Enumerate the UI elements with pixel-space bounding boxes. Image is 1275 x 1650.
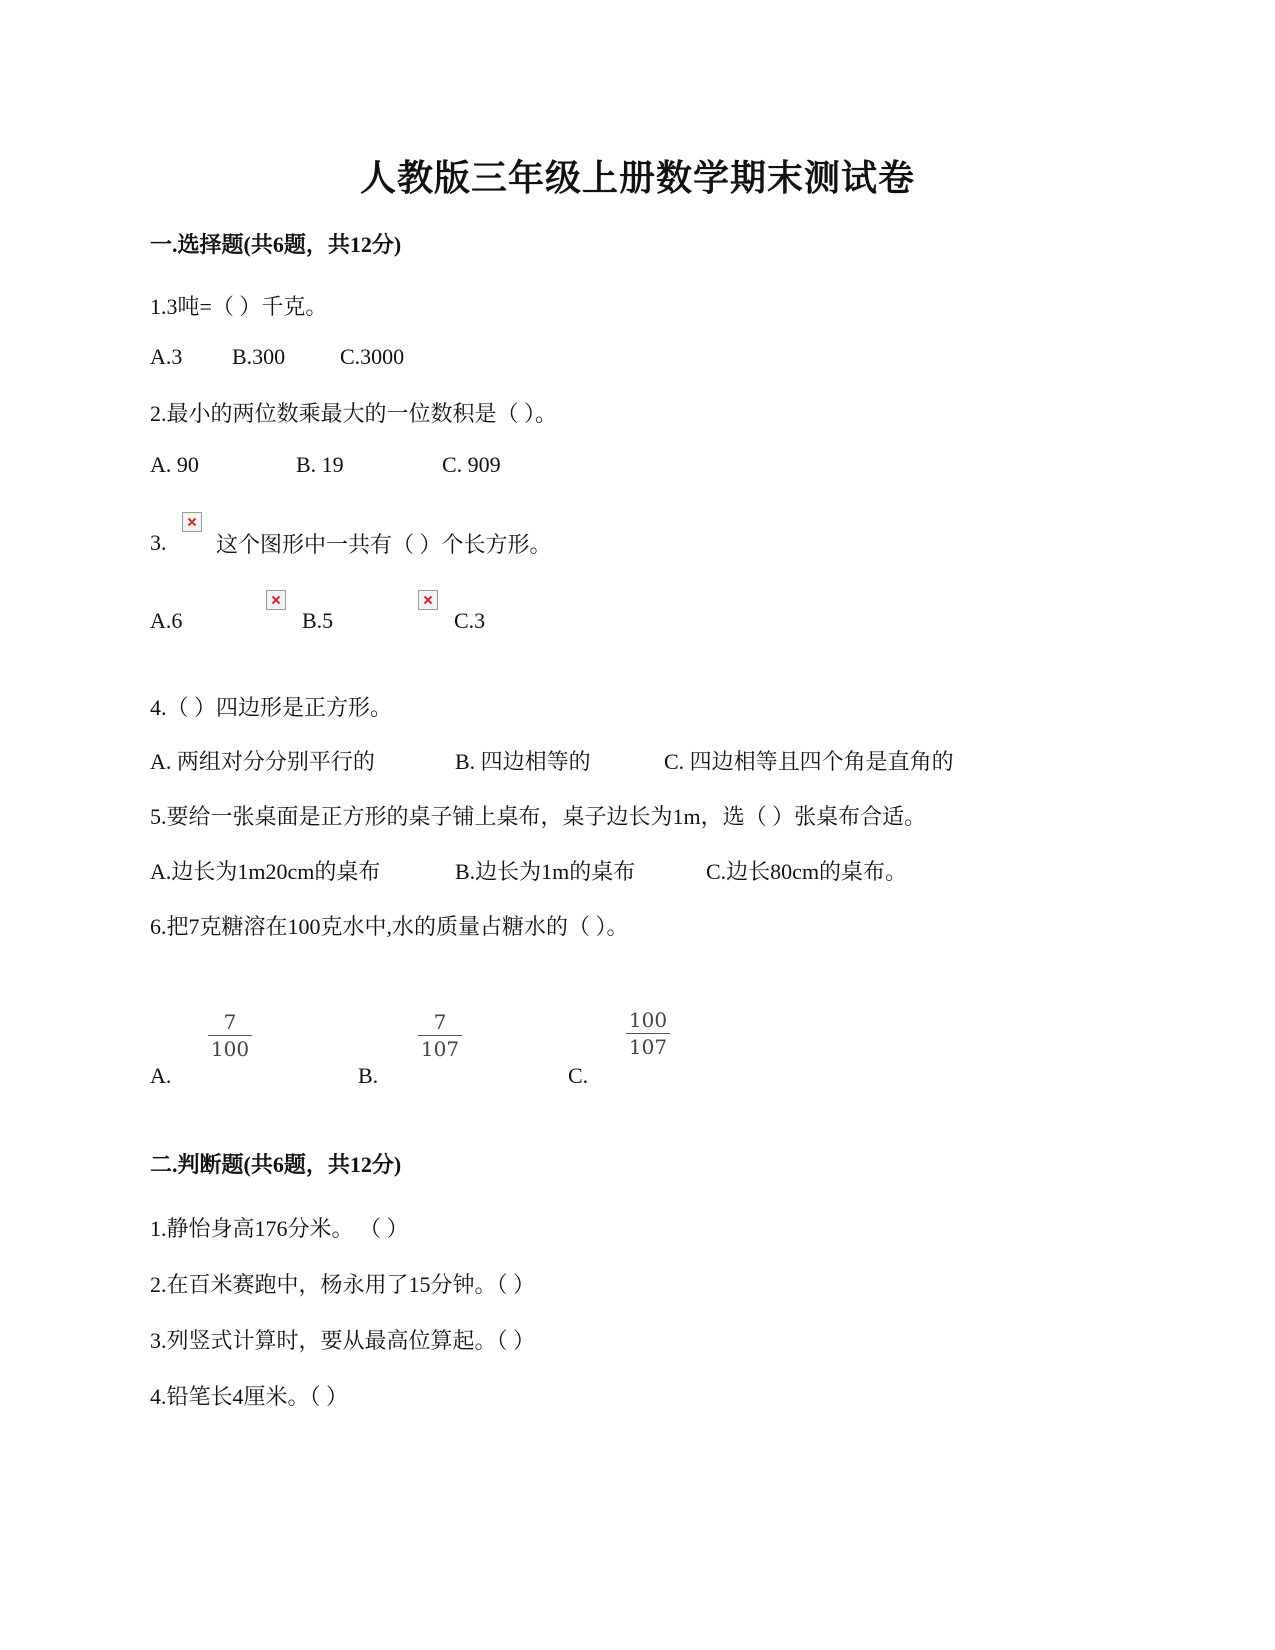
- question-3-number: 3.: [150, 530, 167, 555]
- q1-option-a: A.3: [150, 344, 183, 369]
- q5-option-c: C.边长80cm的桌布。: [706, 859, 908, 884]
- judgement-2-text: 2.在百米赛跑中，杨永用了15分钟。（ ）: [150, 1272, 536, 1297]
- fraction-bar: [418, 1035, 462, 1036]
- q4-option-b: B. 四边相等的: [455, 749, 591, 774]
- q1-option-b: B.300: [232, 344, 286, 369]
- fraction-bar: [626, 1033, 670, 1034]
- q6-fraction-b-denominator: 107: [420, 1037, 460, 1061]
- q3-option-a: A.6: [150, 608, 183, 633]
- question-4-text: 4.（ ）四边形是正方形。: [150, 695, 393, 720]
- q6-fraction-c-numerator: 100: [628, 1008, 668, 1032]
- q4-option-a: A. 两组对分分别平行的: [150, 749, 375, 774]
- q3-option-b: B.5: [302, 608, 334, 633]
- question-6-text: 6.把7克糖溶在100克水中,水的质量占糖水的（ ）。: [150, 914, 629, 939]
- broken-image-icon: [266, 590, 286, 610]
- q6-fraction-a-numerator: 7: [223, 1010, 237, 1034]
- q2-option-c: C. 909: [442, 452, 501, 477]
- q6-fraction-b: [418, 1010, 462, 1061]
- q5-option-a: A.边长为1m20cm的桌布: [150, 859, 381, 884]
- judgement-1-text: 1.静怡身高176分米。 （ ）: [150, 1216, 409, 1241]
- q2-option-b: B. 19: [296, 452, 344, 477]
- q2-option-a: A. 90: [150, 452, 199, 477]
- q1-option-c: C.3000: [340, 344, 405, 369]
- q6-fraction-a: [208, 1010, 252, 1061]
- fraction-bar: [208, 1035, 252, 1036]
- q6-option-b: B.: [358, 1063, 379, 1088]
- question-2-text: 2.最小的两位数乘最大的一位数积是（ ）。: [150, 401, 558, 426]
- q6-fraction-c: [626, 1008, 670, 1059]
- section-heading-judgement: 二.判断题(共6题，共12分): [150, 1152, 402, 1177]
- q6-fraction-b-numerator: 7: [433, 1010, 447, 1034]
- judgement-3-text: 3.列竖式计算时，要从最高位算起。（ ）: [150, 1328, 536, 1353]
- question-3-text: 这个图形中一共有（ ）个长方形。: [216, 532, 552, 557]
- q6-option-c: C.: [568, 1063, 589, 1088]
- q6-fraction-c-denominator: 107: [628, 1035, 668, 1059]
- broken-image-icon: [418, 590, 438, 610]
- question-1-text: 1.3吨=（ ）千克。: [150, 294, 328, 319]
- broken-image-icon: [182, 512, 202, 532]
- q3-option-c: C.3: [454, 608, 486, 633]
- judgement-4-text: 4.铅笔长4厘米。（ ）: [150, 1384, 349, 1409]
- q6-option-a: A.: [150, 1063, 172, 1088]
- section-heading-choice: 一.选择题(共6题，共12分): [150, 232, 402, 257]
- page-title: 人教版三年级上册数学期末测试卷: [359, 158, 915, 198]
- question-5-text: 5.要给一张桌面是正方形的桌子铺上桌布，桌子边长为1m，选（ ）张桌布合适。: [150, 804, 927, 829]
- q4-option-c: C. 四边相等且四个角是直角的: [664, 749, 954, 774]
- q5-option-b: B.边长为1m的桌布: [455, 859, 636, 884]
- q6-fraction-a-denominator: 100: [210, 1037, 250, 1061]
